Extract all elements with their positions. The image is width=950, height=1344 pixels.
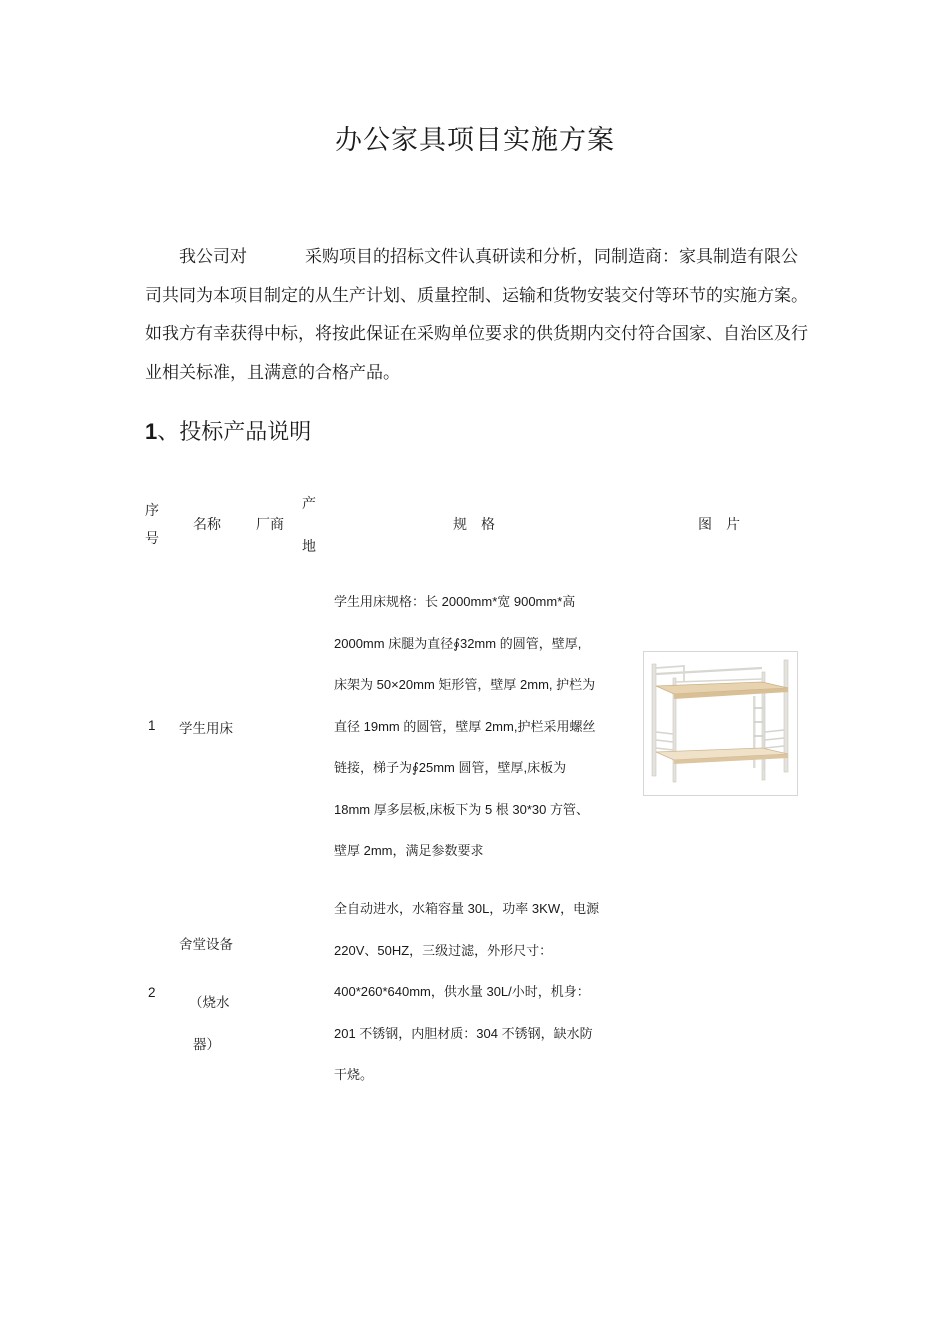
row2-name-line2: （烧水: [189, 995, 230, 1011]
spec-line: 400*260*640mm，供水量 30L/小时，机身：: [334, 984, 590, 999]
spec-line: 链接，梯子为∮25mm 圆管，壁厚,床板为: [334, 760, 567, 775]
row1-seq: 1: [148, 718, 156, 733]
row2-name-line3: 器）: [193, 1037, 220, 1053]
spec-line: 220V、50HZ，三级过滤，外形尺寸：: [334, 942, 553, 958]
row1-spec: [334, 581, 624, 872]
row1-name: 学生用床: [179, 721, 233, 737]
row2-name-line1: 舍堂设备: [179, 937, 233, 953]
header-spec: 规 格: [453, 517, 495, 533]
spec-line: 2000mm 床腿为直径∮32mm 的圆管，壁厚,: [334, 635, 582, 651]
spec-line: 直径 19mm 的圆管，壁厚 2mm,护栏采用螺丝: [334, 718, 596, 734]
spec-line: 干烧。: [334, 1067, 374, 1082]
spec-line: 全自动进水，水箱容量 30L，功率 3KW，电源: [334, 901, 600, 916]
bunk-bed-image: [643, 651, 798, 796]
header-origin-2: 地: [302, 539, 316, 555]
header-seq-1: 序: [145, 503, 159, 519]
header-seq-2: 号: [145, 531, 159, 547]
header-image: 图 片: [698, 517, 740, 533]
spec-line: 壁厚 2mm，满足参数要求: [334, 843, 484, 858]
row2-spec: [334, 888, 624, 1096]
spec-line: 学生用床规格：长 2000mm*宽 900mm*高: [334, 594, 576, 609]
intro-prefix: 我公司对: [179, 247, 247, 267]
document-title: 办公家具项目实施方案: [335, 125, 615, 156]
section-title: 、投标产品说明: [157, 420, 312, 445]
header-name: 名称: [193, 517, 221, 533]
section-number: 1: [145, 419, 158, 444]
header-maker: 厂商: [256, 517, 284, 533]
row2-seq: 2: [148, 985, 156, 1000]
intro-body: 采购项目的招标文件认真研读和分析，同制造商：家具制造有限公司共同为本项目制定的从生产计划、质量控制、运输和货物安装交付等环节的实施方案。如我方有幸获得中标，将按此保证在采购单位要求的供货期内交付符合国家、自治区及行业相关标准，且满意的合格产品。: [145, 247, 808, 383]
spec-line: 201 不锈钢，内胆材质：304 不锈钢，缺水防: [334, 1025, 593, 1041]
spec-line: 床架为 50×20mm 矩形管，壁厚 2mm, 护栏为: [334, 677, 596, 692]
header-origin-1: 产: [302, 496, 316, 512]
intro-paragraph: [145, 238, 810, 392]
section-heading: [145, 415, 311, 446]
spec-line: 18mm 厚多层板,床板下为 5 根 30*30 方管、: [334, 801, 589, 817]
